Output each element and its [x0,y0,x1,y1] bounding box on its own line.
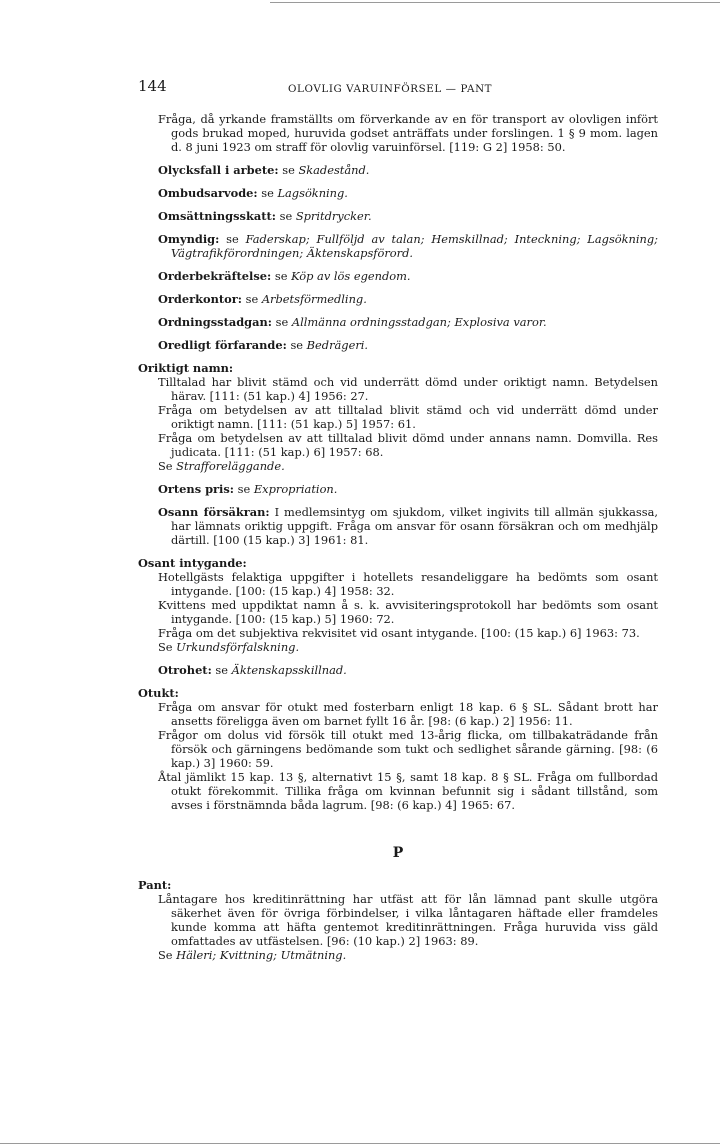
cross-reference: Lagsökning. [277,186,348,200]
continuation-paragraph: Fråga, då yrkande framställts om förverkande av en för transport av olovligen infört gods brukad moped, huruvida godset anträffats under forslingen. 1 § 9 mom. lagen d. 8 juni 1923 om straff för olovlig varuinförsel. [119: G 2] 1958: 50. [158,112,658,154]
index-entry-ortens-pris: Ortens pris: se Expropriation. [158,482,338,496]
index-entry-otukt [138,686,658,812]
index-entry-oriktigt-namn [138,361,658,473]
cross-reference: Urkundsförfalskning. [176,640,300,654]
running-head: OLOVLIG VARUINFÖRSEL — PANT [288,83,493,95]
headword: Ordningsstadgan: [158,315,273,329]
headword: Omyndig: [158,232,220,246]
headword: Pant: [138,878,172,892]
index-entry-olycksfall: Olycksfall i arbete: se Skadestånd. [158,163,370,177]
sub-item: Fråga om ansvar för otukt med fosterbarn enligt 18 kap. 6 § SL. Sådant brott har ansetts föreligga även om barnet fyllt 16 år. [98: (6 kap.) 2] 1956: 11. [158,700,658,728]
index-entry-osant-intygande [138,556,658,654]
headword: Osann försäkran: [158,505,270,519]
section-letter: P [392,845,404,861]
sub-item: Frågor om dolus vid försök till otukt med 13-årig flicka, om tillbakaträdande från försök och gärningens bedömande som tukt och sedlighet sårande gärning. [98: (6 kap.) 3] 1960: 59. [158,728,658,770]
see-also: Se Häleri; Kvittning; Utmätning. [158,948,347,962]
index-entry-ordningsstadgan: Ordningsstadgan: se Allmänna ordningsstadgan; Explosiva varor. [158,315,547,329]
cross-reference: Faderskap; Fullföljd av talan; Hemskillnad; Inteckning; Lagsökning; Vägtrafikförordningen; Äktenskapsförord. [171,232,659,260]
sub-item: Kvittens med uppdiktat namn å s. k. avvisiteringsprotokoll har bedömts som osant intygande. [100: (15 kap.) 5] 1960: 72. [158,598,658,626]
headword: Ortens pris: [158,482,235,496]
headword: Omsättningsskatt: [158,209,276,223]
index-entry-ombudsarvode: Ombudsarvode: se Lagsökning. [158,186,348,200]
bottom-rule [0,1143,720,1144]
cross-reference: Skadestånd. [298,163,370,177]
index-entry-orderbekraftelse: Orderbekräftelse: se Köp av lös egendom. [158,269,411,283]
index-entry-osann-forsakran [138,505,658,547]
cross-reference: Äktenskapsskillnad. [231,663,347,677]
cross-reference: Allmänna ordningsstadgan; Explosiva varor. [291,315,547,329]
sub-item: Fråga om det subjektiva rekvisitet vid osant intygande. [100: (15 kap.) 6] 1963: 73. [158,626,640,640]
index-entry-oredligt: Oredligt förfarande: se Bedrägeri. [158,338,369,352]
index-column [138,112,658,971]
cross-reference: Köp av lös egendom. [291,269,411,283]
sub-item: Tilltalad har blivit stämd och vid underrätt dömd under oriktigt namn. Betydelsen härav. [111: (51 kap.) 4] 1956: 27. [158,375,658,403]
sub-item: Hotellgästs felaktiga uppgifter i hotellets resandeliggare ha bedömts som osant intygande. [100: (15 kap.) 4] 1958: 32. [158,570,658,598]
cross-reference: Bedrägeri. [306,338,369,352]
headword: Orderbekräftelse: [158,269,272,283]
cross-reference: Arbetsförmedling. [261,292,367,306]
entry-text: I medlemsintyg om sjukdom, vilket ingivits till allmän sjukkassa, har lämnats oriktig uppgift. Fråga om ansvar för osann försäkran och om medhjälp därtill. [100 (15 kap.) 3] 1961: 81. [171,505,659,547]
index-entry-pant [138,878,658,962]
index-entry-otrohet: Otrohet: se Äktenskapsskillnad. [158,663,347,677]
index-entry-omyndig: Omyndig: se Faderskap; Fullföljd av talan; Hemskillnad; Inteckning; Lagsökning; Vägtrafikförordningen; Äktenskapsförord. [158,232,659,260]
top-rule [270,2,720,3]
sub-item: Låntagare hos kreditinrättning har utfäst att för lån lämnad pant skulle utgöra säkerhet även för övriga förbindelser, i vilka låntagaren häftade eller framdeles kunde komma att häfta gentemot kreditinrättningen. Fråga huruvida viss gäld omfattades av utfästelsen. [96: (10 kap.) 2] 1963: 89. [158,892,658,948]
sub-item: Fråga om betydelsen av att tilltalad blivit dömd under annans namn. Domvilla. Res judicata. [111: (51 kap.) 6] 1957: 68. [158,431,658,459]
sub-item: Åtal jämlikt 15 kap. 13 §, alternativt 15 §, samt 18 kap. 8 § SL. Fråga om fullbordad otukt förekommit. Tillika fråga om kvinnan befunnit sig i sådant tillstånd, som avses i förstnämnda båda lagrum. [98: (6 kap.) 4] 1965: 67. [158,770,658,812]
see-also: Se Urkundsförfalskning. [158,640,300,654]
headword: Oredligt förfarande: [158,338,287,352]
page-header [138,79,658,97]
cross-reference: Expropriation. [253,482,338,496]
headword: Orderkontor: [158,292,242,306]
cross-reference: Häleri; Kvittning; Utmätning. [176,948,347,962]
headword: Oriktigt namn: [138,361,234,375]
sub-item: Fråga om betydelsen av att tilltalad blivit stämd och vid underrätt dömd under oriktigt namn. [111: (51 kap.) 5] 1957: 61. [158,403,658,431]
index-entry-orderkontor: Orderkontor: se Arbetsförmedling. [158,292,367,306]
headword: Otrohet: [158,663,212,677]
headword: Osant intygande: [138,556,247,570]
page-number: 144 [138,77,167,95]
headword: Otukt: [138,686,179,700]
see-also: Se Strafforeläggande. [158,459,285,473]
index-entry-omsattningsskatt: Omsättningsskatt: se Spritdrycker. [158,209,372,223]
headword: Olycksfall i arbete: [158,163,279,177]
headword: Ombudsarvode: [158,186,258,200]
cross-reference: Spritdrycker. [295,209,372,223]
cross-reference: Strafforeläggande. [176,459,285,473]
